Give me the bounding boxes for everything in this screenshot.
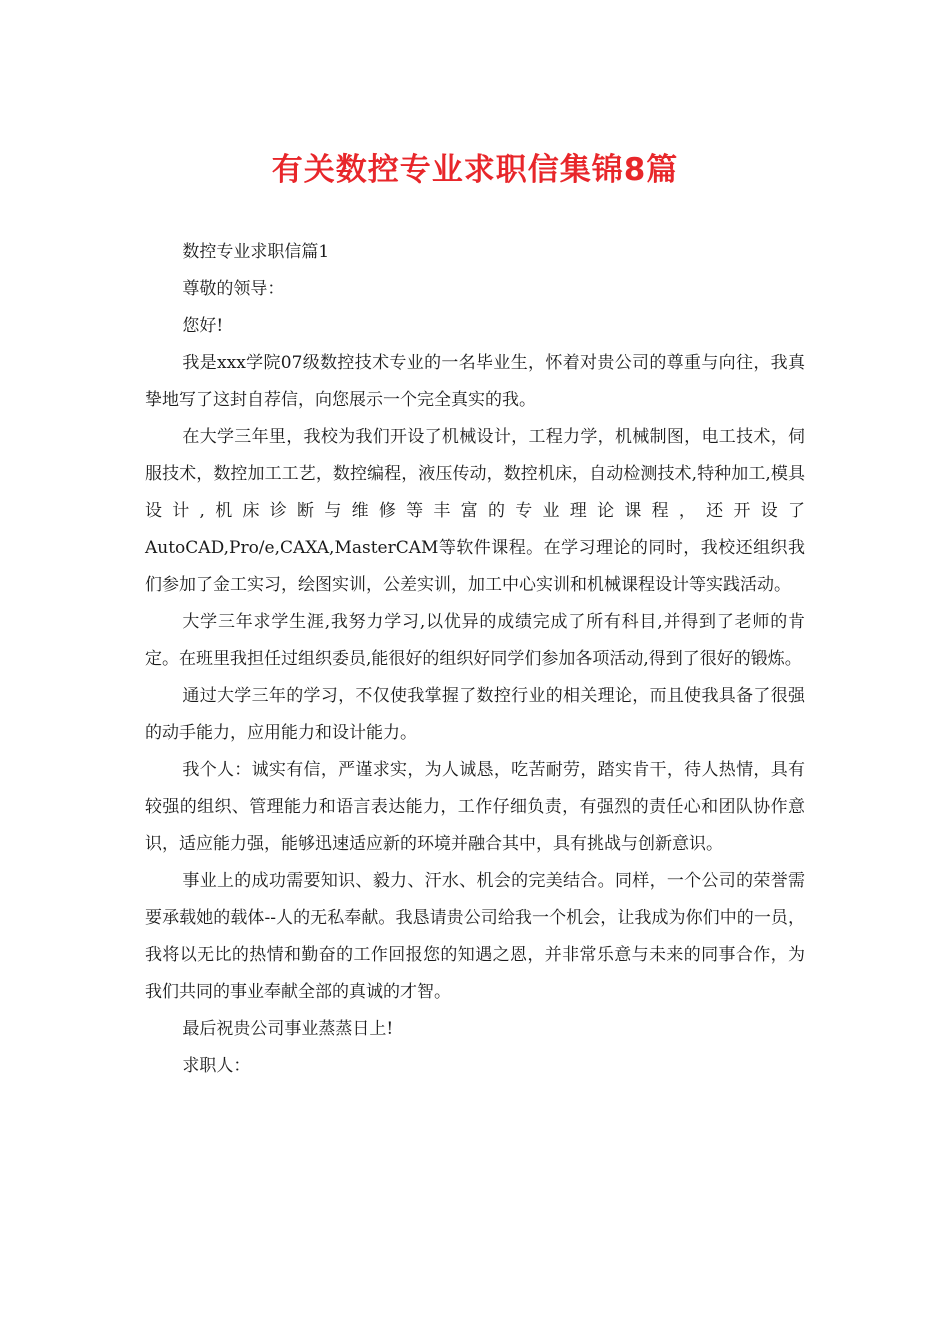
- paragraph-courses: 在大学三年里，我校为我们开设了机械设计，工程力学，机械制图，电工技术，伺服技术，数控加工工艺，数控编程，液压传动，数控机床，自动检测技术,特种加工,模具设计,机床诊断与维修等丰富的专业理论课程，还开设了AutoCAD,Pro/e,CAXA,MasterCAM等软件课程。在学习理论的同时，我校还组织我们参加了金工实习，绘图实训，公差实训，加工中心实训和机械课程设计等实践活动。: [145, 427, 805, 595]
- salutation: 尊敬的领导：: [182, 279, 285, 299]
- paragraph-intro: 我是xxx学院07级数控技术专业的一名毕业生，怀着对贵公司的尊重与向往，我真挚地写了这封自荐信，向您展示一个完全真实的我。: [145, 353, 805, 410]
- document-title: 有关数控专业求职信集锦8篇: [271, 152, 679, 188]
- paragraph-study: 大学三年求学生涯,我努力学习,以优异的成绩完成了所有科目,并得到了老师的肯定。在班里我担任过组织委员,能很好的组织好同学们参加各项活动,得到了很好的锻炼。: [145, 612, 805, 669]
- closing-wish: 最后祝贵公司事业蒸蒸日上!: [182, 1019, 394, 1039]
- paragraph-career: 事业上的成功需要知识、毅力、汗水、机会的完美结合。同样，一个公司的荣誉需要承载她的载体--人的无私奉献。我恳请贵公司给我一个机会，让我成为你们中的一员，我将以无比的热情和勤奋的工作回报您的知遇之恩，并非常乐意与未来的同事合作，为我们共同的事业奉献全部的真诚的才智。: [145, 871, 805, 1002]
- greeting: 您好!: [182, 316, 224, 336]
- paragraph-personal: 我个人：诚实有信，严谨求实，为人诚恳，吃苦耐劳，踏实肯干，待人热情，具有较强的组织、管理能力和语言表达能力，工作仔细负责，有强烈的责任心和团队协作意识，适应能力强，能够迅速适应新的环境并融合其中，具有挑战与创新意识。: [145, 760, 805, 854]
- paragraph-abilities: 通过大学三年的学习，不仅使我掌握了数控行业的相关理论，而且使我具备了很强的动手能力，应用能力和设计能力。: [145, 686, 805, 743]
- signature-line: 求职人：: [182, 1056, 251, 1076]
- section-heading: 数控专业求职信篇1: [182, 242, 330, 262]
- document-body: [145, 234, 805, 1085]
